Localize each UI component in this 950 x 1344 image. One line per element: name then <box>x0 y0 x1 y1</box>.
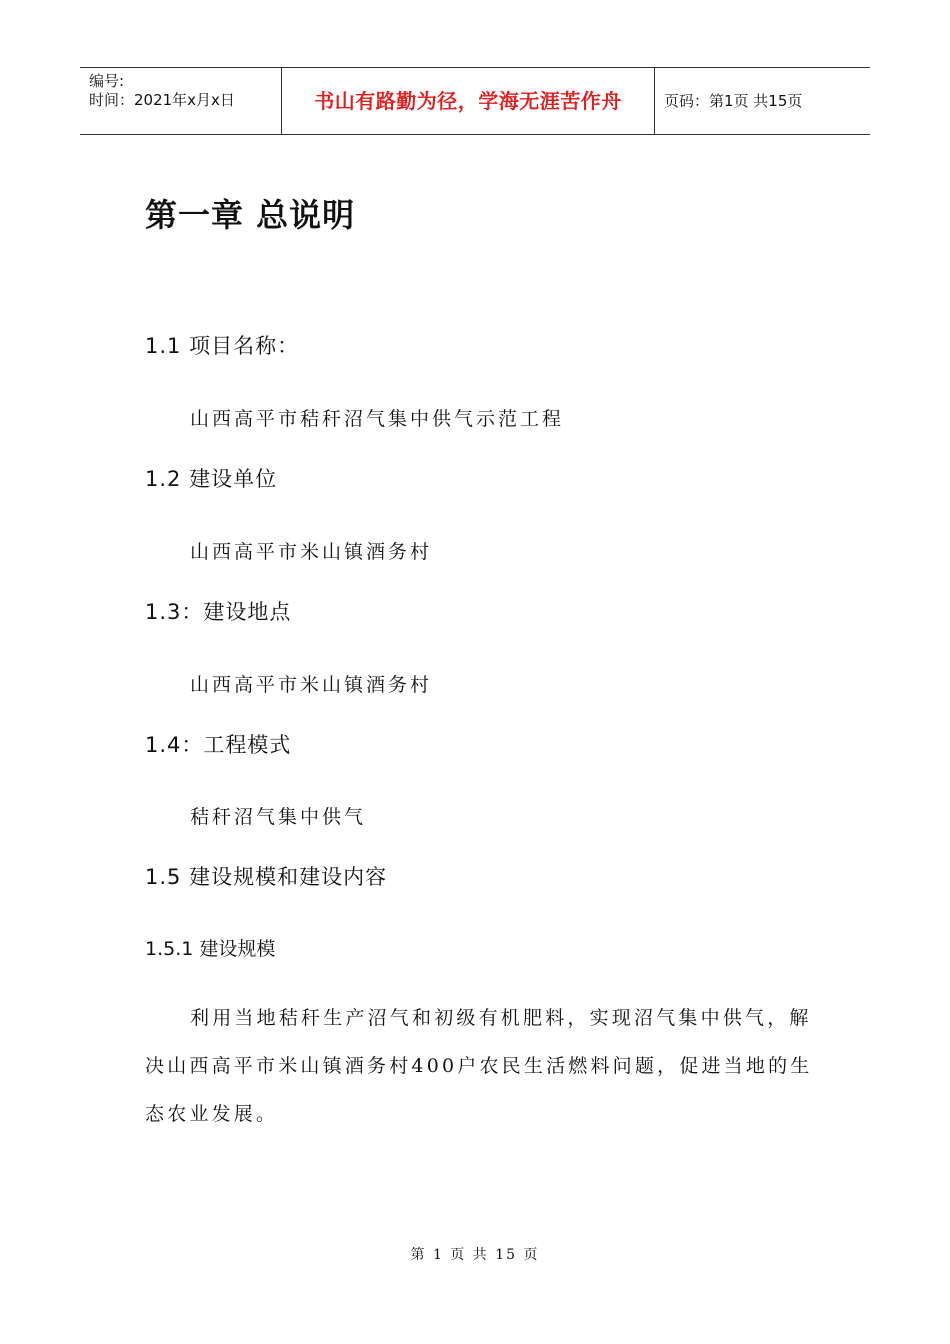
section-heading-1-3: 1.3：建设地点 <box>145 600 292 624</box>
section-text-1-1: 山西高平市秸秆沼气集中供气示范工程 <box>190 408 565 430</box>
page-header <box>80 67 870 135</box>
section-heading-1-2: 1.2 建设单位 <box>145 467 278 491</box>
section-text-1-2: 山西高平市米山镇酒务村 <box>190 541 433 563</box>
section-heading-1-5: 1.5 建设规模和建设内容 <box>145 865 388 889</box>
section-heading-1-1: 1.1 项目名称： <box>145 334 300 358</box>
section-heading-1-5-1: 1.5.1 建设规模 <box>145 938 276 960</box>
header-page-label: 页码：第1页 共15页 <box>664 92 803 110</box>
page-footer: 第 1 页 共 15 页 <box>410 1247 540 1263</box>
header-meta <box>80 68 282 134</box>
header-motto: 书山有路勤为径，学海无涯苦作舟 <box>282 68 655 134</box>
document-number-label: 编号: <box>89 72 125 90</box>
section-text-1-3: 山西高平市米山镇酒务村 <box>190 674 433 696</box>
document-time-label: 时间：2021年x月x日 <box>89 91 235 109</box>
chapter-title: 第一章 总说明 <box>145 196 356 234</box>
section-heading-1-4: 1.4：工程模式 <box>145 733 292 757</box>
section-text-1-4: 秸秆沼气集中供气 <box>190 806 367 828</box>
section-paragraph-1-5-1: 利用当地秸秆生产沼气和初级有机肥料，实现沼气集中供气，解决山西高平市米山镇酒务村400户农民生活燃料问题，促进当地的生态农业发展。 <box>145 1007 813 1125</box>
